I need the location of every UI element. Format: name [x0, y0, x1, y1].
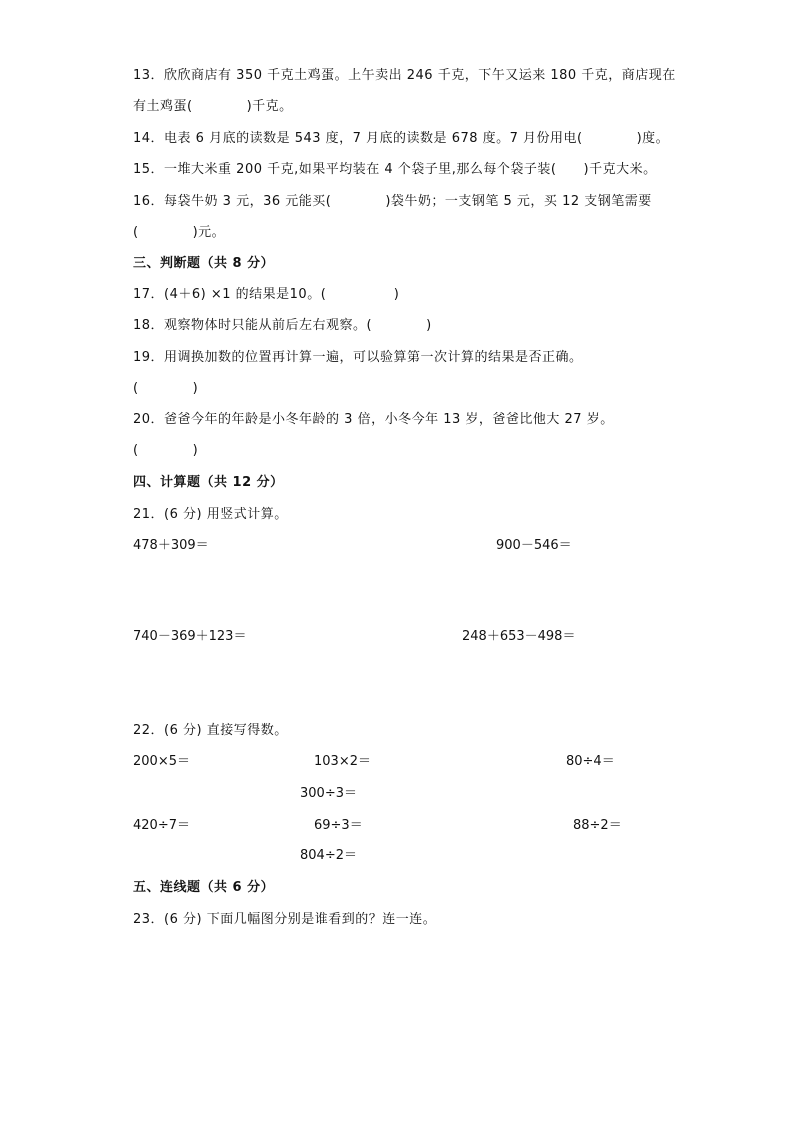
question-22-expr-4: 300÷3＝ [300, 786, 357, 801]
section-judge-heading: 三、判断题（共 8 分） [133, 256, 275, 271]
question-21: 21．(6 分) 用竖式计算。 [133, 507, 288, 522]
section-calc-heading: 四、计算题（共 12 分） [133, 475, 284, 490]
question-22-expr-5: 420÷7＝ [133, 818, 190, 833]
question-19-line-1: 19．用调换加数的位置再计算一遍，可以验算第一次计算的结果是否正确。 [133, 350, 583, 365]
question-13-line-2: 有土鸡蛋( )千克。 [133, 99, 293, 114]
question-19-line-2: ( ) [133, 381, 199, 396]
question-20-line-2: ( ) [133, 443, 199, 458]
question-22-expr-7: 88÷2＝ [573, 818, 622, 833]
question-18: 18．观察物体时只能从前后左右观察。( ) [133, 318, 432, 333]
question-22-expr-1: 200×5＝ [133, 754, 190, 769]
question-22-expr-6: 69÷3＝ [314, 818, 363, 833]
question-22-expr-3: 80÷4＝ [566, 754, 615, 769]
question-17: 17．(4＋6) ×1 的结果是10。( ) [133, 287, 400, 302]
question-20-line-1: 20．爸爸今年的年龄是小冬年龄的 3 倍，小冬今年 13 岁，爸爸比他大 27 岁。 [133, 412, 614, 427]
question-14: 14．电表 6 月底的读数是 543 度，7 月底的读数是 678 度。7 月份用电( )度。 [133, 131, 670, 146]
question-21-expr-c: 740－369＋123＝ [133, 629, 247, 644]
question-16-line-2: ( )元。 [133, 225, 226, 240]
question-21-expr-a: 478＋309＝ [133, 538, 209, 553]
question-23: 23．(6 分) 下面几幅图分别是谁看到的？连一连。 [133, 912, 437, 927]
question-16-line-1: 16．每袋牛奶 3 元，36 元能买( )袋牛奶；一支钢笔 5 元，买 12 支钢笔需要 [133, 194, 652, 209]
question-22-expr-2: 103×2＝ [314, 754, 371, 769]
question-15: 15．一堆大米重 200 千克,如果平均装在 4 个袋子里,那么每个袋子装( )千克大米。 [133, 162, 657, 177]
question-21-expr-b: 900－546＝ [496, 538, 572, 553]
section-matching-heading: 五、连线题（共 6 分） [133, 880, 275, 895]
question-22-expr-8: 804÷2＝ [300, 848, 357, 863]
question-13-line-1: 13．欣欣商店有 350 千克土鸡蛋。上午卖出 246 千克，下午又运来 180 千克，商店现在 [133, 68, 676, 83]
question-21-expr-d: 248＋653－498＝ [462, 629, 576, 644]
question-22: 22．(6 分) 直接写得数。 [133, 723, 288, 738]
